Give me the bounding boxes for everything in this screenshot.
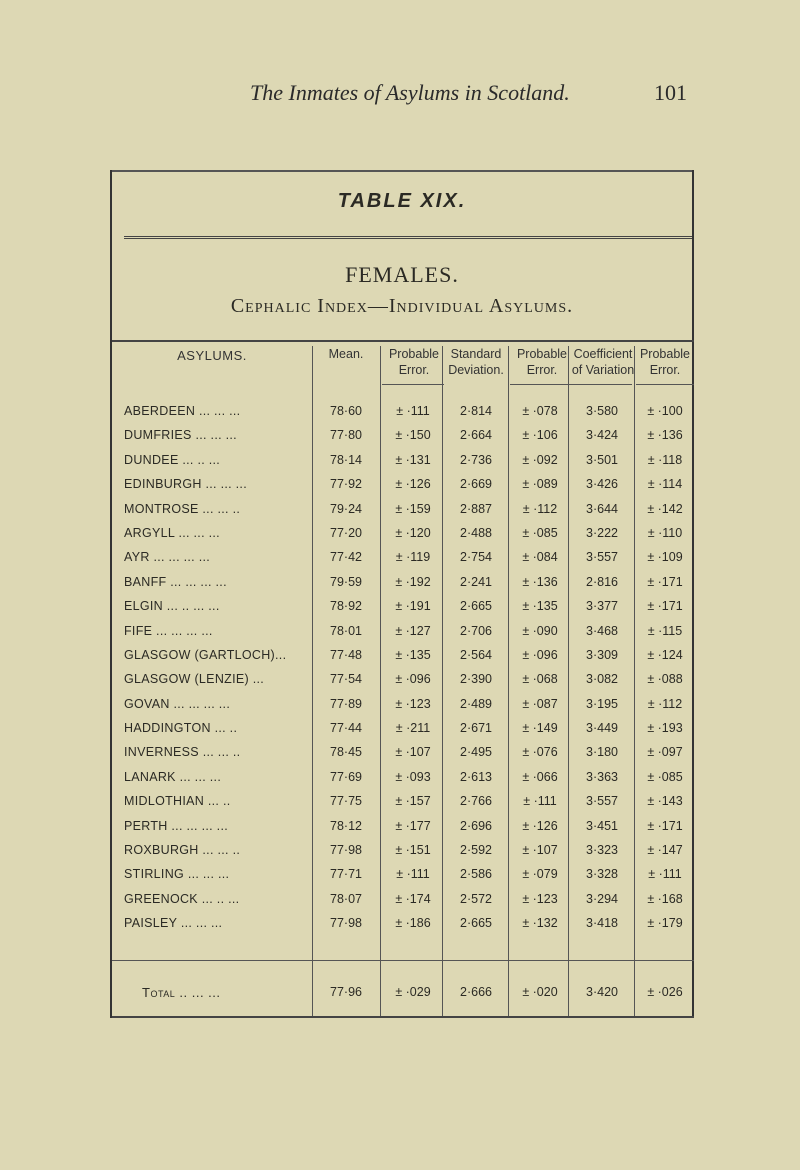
column-headers xyxy=(112,346,694,386)
probable-error-cv: ± ·193 xyxy=(647,721,683,736)
probable-error-cv: ± ·171 xyxy=(647,574,683,589)
probable-error-sd: ± ·135 xyxy=(522,599,558,614)
coefficient-of-variation-value: 3·294 xyxy=(586,891,618,906)
probable-error-mean: ± ·107 xyxy=(395,745,431,760)
asylum-name: DUMFRIES ... ... ... xyxy=(124,428,237,443)
header-underline xyxy=(382,384,444,385)
asylum-name: PERTH ... ... ... ... xyxy=(124,818,229,833)
probable-error-mean: ± ·159 xyxy=(395,501,431,516)
mean-value: 77·98 xyxy=(330,916,362,931)
coefficient-of-variation-value: 3·180 xyxy=(586,745,618,760)
coefficient-of-variation-value: 3·363 xyxy=(586,769,618,784)
standard-deviation-value: 2·390 xyxy=(460,672,492,687)
table-row xyxy=(112,888,694,912)
coefficient-of-variation-value: 3·580 xyxy=(586,404,618,418)
coefficient-of-variation-value: 3·501 xyxy=(586,452,618,467)
probable-error-mean: ± ·191 xyxy=(395,599,431,614)
coefficient-of-variation-value: 2·816 xyxy=(586,574,618,589)
probable-error-cv: ± ·143 xyxy=(647,794,683,809)
probable-error-mean: ± ·123 xyxy=(395,696,431,711)
table-row xyxy=(112,790,694,814)
table-row xyxy=(112,449,694,473)
probable-error-mean: ± ·150 xyxy=(395,428,431,443)
probable-error-sd: ± ·090 xyxy=(522,623,558,638)
column-header-probable-error: Probable Error. xyxy=(516,347,568,377)
coefficient-of-variation-value: 3·309 xyxy=(586,647,618,662)
coefficient-of-variation-value: 3·557 xyxy=(586,794,618,809)
asylum-name: DUNDEE ... .. ... xyxy=(124,452,221,467)
probable-error-sd: ± ·111 xyxy=(523,794,557,809)
coefficient-of-variation-value: 3·323 xyxy=(586,843,618,858)
table-row xyxy=(112,693,694,717)
coefficient-of-variation-value: 3·451 xyxy=(586,818,618,833)
probable-error-sd: ± ·087 xyxy=(522,696,558,711)
table-row xyxy=(112,717,694,741)
coefficient-of-variation-value: 3·644 xyxy=(586,501,618,516)
standard-deviation-value: 2·592 xyxy=(460,843,492,858)
probable-error-cv: ± ·142 xyxy=(647,501,683,516)
probable-error-mean: ± ·119 xyxy=(395,550,431,565)
standard-deviation-value: 2·671 xyxy=(460,721,492,736)
standard-deviation-value: 2·754 xyxy=(460,550,492,565)
probable-error-mean: ± ·135 xyxy=(395,647,431,662)
coefficient-of-variation-value: 3·195 xyxy=(586,696,618,711)
total-rule xyxy=(112,960,694,961)
column-header-probable-error: Probable Error. xyxy=(639,347,691,377)
table-row xyxy=(112,546,694,570)
mean-value: 77·92 xyxy=(330,477,362,492)
probable-error-mean: ± ·120 xyxy=(395,525,431,540)
probable-error-mean: ± ·174 xyxy=(395,891,431,906)
standard-deviation-value: 2·488 xyxy=(460,525,492,540)
page-number: 101 xyxy=(654,80,687,105)
coefficient-of-variation-value: 3·557 xyxy=(586,550,618,565)
standard-deviation-value: 2·665 xyxy=(460,916,492,931)
probable-error-mean: ± ·126 xyxy=(395,477,431,492)
probable-error-sd: ± ·136 xyxy=(522,574,558,589)
asylum-name: ARGYLL ... ... ... xyxy=(124,525,220,540)
probable-error-sd: ± ·107 xyxy=(522,843,558,858)
bottom-rule xyxy=(112,1016,694,1018)
probable-error-mean: ± ·151 xyxy=(395,843,431,858)
probable-error-cv: ± ·171 xyxy=(647,599,683,614)
probable-error-cv: ± ·111 xyxy=(648,867,682,882)
mean-value: 77·98 xyxy=(330,843,362,858)
probable-error-sd: ± ·066 xyxy=(522,769,558,784)
asylum-name: STIRLING ... ... ... xyxy=(124,867,230,882)
asylum-name: MONTROSE ... ... .. xyxy=(124,501,241,516)
total-probable-error-sd: ± ·020 xyxy=(522,985,558,999)
standard-deviation-value: 2·489 xyxy=(460,696,492,711)
standard-deviation-value: 2·241 xyxy=(460,574,492,589)
total-probable-error-mean: ± ·029 xyxy=(395,985,431,999)
standard-deviation-value: 2·586 xyxy=(460,867,492,882)
probable-error-sd: ± ·076 xyxy=(522,745,558,760)
probable-error-cv: ± ·085 xyxy=(647,769,683,784)
table-row xyxy=(112,741,694,765)
total-label: Total .. ... ... xyxy=(142,985,221,1000)
probable-error-mean: ± ·093 xyxy=(395,769,431,784)
asylum-name: ROXBURGH ... ... .. xyxy=(124,843,241,858)
column-header-mean: Mean. xyxy=(328,347,364,361)
table-row xyxy=(112,424,694,448)
table-title: TABLE XIX. xyxy=(337,190,467,212)
asylum-name: LANARK ... ... ... xyxy=(124,769,222,784)
standard-deviation-value: 2·696 xyxy=(460,818,492,833)
table-row xyxy=(112,644,694,668)
asylum-name: MIDLOTHIAN ... .. xyxy=(124,794,231,809)
probable-error-cv: ± ·136 xyxy=(647,428,683,443)
table-row xyxy=(112,400,694,424)
table-row xyxy=(112,912,694,936)
probable-error-mean: ± ·131 xyxy=(395,452,431,467)
table-row xyxy=(112,522,694,546)
table-row xyxy=(112,863,694,887)
asylum-name: GREENOCK ... .. ... xyxy=(124,891,240,906)
mean-value: 79·59 xyxy=(330,574,362,589)
total-row xyxy=(112,985,694,1005)
coefficient-of-variation-value: 3·468 xyxy=(586,623,618,638)
probable-error-cv: ± ·179 xyxy=(647,916,683,931)
probable-error-sd: ± ·132 xyxy=(522,916,558,931)
table-row xyxy=(112,815,694,839)
column-header-coefficient-of-variation: Coefficient of Variation xyxy=(571,347,635,377)
coefficient-of-variation-value: 3·426 xyxy=(586,477,618,492)
mean-value: 77·69 xyxy=(330,769,362,784)
mean-value: 78·07 xyxy=(330,891,362,906)
probable-error-mean: ± ·192 xyxy=(395,574,431,589)
probable-error-cv: ± ·110 xyxy=(647,525,683,540)
probable-error-sd: ± ·126 xyxy=(522,818,558,833)
asylum-name: AYR ... ... ... ... xyxy=(124,550,211,565)
table-subtitle: Cephalic Index—Individual Asylums. xyxy=(230,295,574,317)
header-underline xyxy=(570,384,632,385)
header-rule xyxy=(112,340,694,342)
standard-deviation-value: 2·736 xyxy=(460,452,492,467)
probable-error-cv: ± ·115 xyxy=(647,623,683,638)
table-row xyxy=(112,620,694,644)
header-underline xyxy=(510,384,570,385)
standard-deviation-value: 2·664 xyxy=(460,428,492,443)
asylum-name: HADDINGTON ... .. xyxy=(124,721,238,736)
mean-value: 77·42 xyxy=(330,550,362,565)
mean-value: 79·24 xyxy=(330,501,362,516)
probable-error-cv: ± ·147 xyxy=(647,843,683,858)
table-row xyxy=(112,766,694,790)
probable-error-sd: ± ·078 xyxy=(522,404,558,418)
standard-deviation-value: 2·669 xyxy=(460,477,492,492)
asylum-name: GLASGOW (GARTLOCH)... xyxy=(124,647,287,662)
probable-error-cv: ± ·118 xyxy=(647,452,683,467)
standard-deviation-value: 2·766 xyxy=(460,794,492,809)
probable-error-sd: ± ·079 xyxy=(522,867,558,882)
probable-error-sd: ± ·096 xyxy=(522,647,558,662)
asylum-name: INVERNESS ... ... .. xyxy=(124,745,241,760)
probable-error-mean: ± ·211 xyxy=(395,721,431,736)
standard-deviation-value: 2·706 xyxy=(460,623,492,638)
mean-value: 77·44 xyxy=(330,721,362,736)
page-header xyxy=(0,80,800,120)
probable-error-mean: ± ·186 xyxy=(395,916,431,931)
probable-error-cv: ± ·112 xyxy=(647,696,683,711)
asylum-name: PAISLEY ... ... ... xyxy=(124,916,223,931)
probable-error-sd: ± ·112 xyxy=(522,501,558,516)
mean-value: 78·92 xyxy=(330,599,362,614)
coefficient-of-variation-value: 3·377 xyxy=(586,599,618,614)
mean-value: 77·48 xyxy=(330,647,362,662)
coefficient-of-variation-value: 3·418 xyxy=(586,916,618,931)
asylum-name: BANFF ... ... ... ... xyxy=(124,574,227,589)
probable-error-mean: ± ·111 xyxy=(396,404,430,418)
probable-error-mean: ± ·177 xyxy=(395,818,431,833)
asylum-name: GLASGOW (LENZIE) ... xyxy=(124,672,265,687)
mean-value: 78·45 xyxy=(330,745,362,760)
coefficient-of-variation-value: 3·449 xyxy=(586,721,618,736)
probable-error-sd: ± ·092 xyxy=(522,452,558,467)
table-body xyxy=(112,400,694,937)
asylum-name: ABERDEEN ... ... ... xyxy=(124,404,241,418)
table-row xyxy=(112,498,694,522)
mean-value: 77·71 xyxy=(330,867,362,882)
column-header-probable-error: Probable Error. xyxy=(388,347,440,377)
mean-value: 78·12 xyxy=(330,818,362,833)
asylum-name: EDINBURGH ... ... ... xyxy=(124,477,247,492)
total-probable-error-cv: ± ·026 xyxy=(647,985,683,999)
probable-error-mean: ± ·111 xyxy=(396,867,430,882)
asylum-name: ELGIN ... .. ... ... xyxy=(124,599,220,614)
standard-deviation-value: 2·572 xyxy=(460,891,492,906)
probable-error-mean: ± ·096 xyxy=(395,672,431,687)
probable-error-cv: ± ·097 xyxy=(647,745,683,760)
mean-value: 77·20 xyxy=(330,525,362,540)
standard-deviation-value: 2·564 xyxy=(460,647,492,662)
asylum-name: GOVAN ... ... ... ... xyxy=(124,696,231,711)
standard-deviation-value: 2·665 xyxy=(460,599,492,614)
mean-value: 77·80 xyxy=(330,428,362,443)
probable-error-cv: ± ·109 xyxy=(647,550,683,565)
table-row xyxy=(112,595,694,619)
mean-value: 77·75 xyxy=(330,794,362,809)
probable-error-sd: ± ·085 xyxy=(522,525,558,540)
table-row xyxy=(112,668,694,692)
probable-error-cv: ± ·168 xyxy=(647,891,683,906)
probable-error-mean: ± ·157 xyxy=(395,794,431,809)
header-underline xyxy=(636,384,694,385)
standard-deviation-value: 2·887 xyxy=(460,501,492,516)
mean-value: 78·14 xyxy=(330,452,362,467)
standard-deviation-value: 2·613 xyxy=(460,769,492,784)
total-coefficient-of-variation: 3·420 xyxy=(586,985,618,999)
asylum-name: FIFE ... ... ... ... xyxy=(124,623,213,638)
probable-error-sd: ± ·123 xyxy=(522,891,558,906)
coefficient-of-variation-value: 3·222 xyxy=(586,525,618,540)
table-row xyxy=(112,839,694,863)
probable-error-sd: ± ·068 xyxy=(522,672,558,687)
probable-error-mean: ± ·127 xyxy=(395,623,431,638)
table-row xyxy=(112,571,694,595)
probable-error-cv: ± ·088 xyxy=(647,672,683,687)
probable-error-sd: ± ·149 xyxy=(522,721,558,736)
coefficient-of-variation-value: 3·082 xyxy=(586,672,618,687)
sex-heading: FEMALES. xyxy=(345,262,459,287)
probable-error-cv: ± ·100 xyxy=(647,404,683,418)
probable-error-sd: ± ·089 xyxy=(522,477,558,492)
table-row xyxy=(112,473,694,497)
mean-value: 78·60 xyxy=(330,404,362,418)
title-divider xyxy=(124,236,692,239)
coefficient-of-variation-value: 3·424 xyxy=(586,428,618,443)
total-standard-deviation: 2·666 xyxy=(460,985,492,999)
mean-value: 77·54 xyxy=(330,672,362,687)
standard-deviation-value: 2·814 xyxy=(460,404,492,418)
total-mean: 77·96 xyxy=(330,985,362,999)
mean-value: 78·01 xyxy=(330,623,362,638)
probable-error-cv: ± ·114 xyxy=(647,477,683,492)
coefficient-of-variation-value: 3·328 xyxy=(586,867,618,882)
probable-error-cv: ± ·124 xyxy=(647,647,683,662)
standard-deviation-value: 2·495 xyxy=(460,745,492,760)
column-header-asylums: ASYLUMS. xyxy=(177,348,247,363)
probable-error-cv: ± ·171 xyxy=(647,818,683,833)
mean-value: 77·89 xyxy=(330,696,362,711)
probable-error-sd: ± ·084 xyxy=(522,550,558,565)
column-header-standard-deviation: Standard Deviation. xyxy=(448,347,504,377)
probable-error-sd: ± ·106 xyxy=(522,428,558,443)
running-title: The Inmates of Asylums in Scotland. xyxy=(250,80,570,105)
